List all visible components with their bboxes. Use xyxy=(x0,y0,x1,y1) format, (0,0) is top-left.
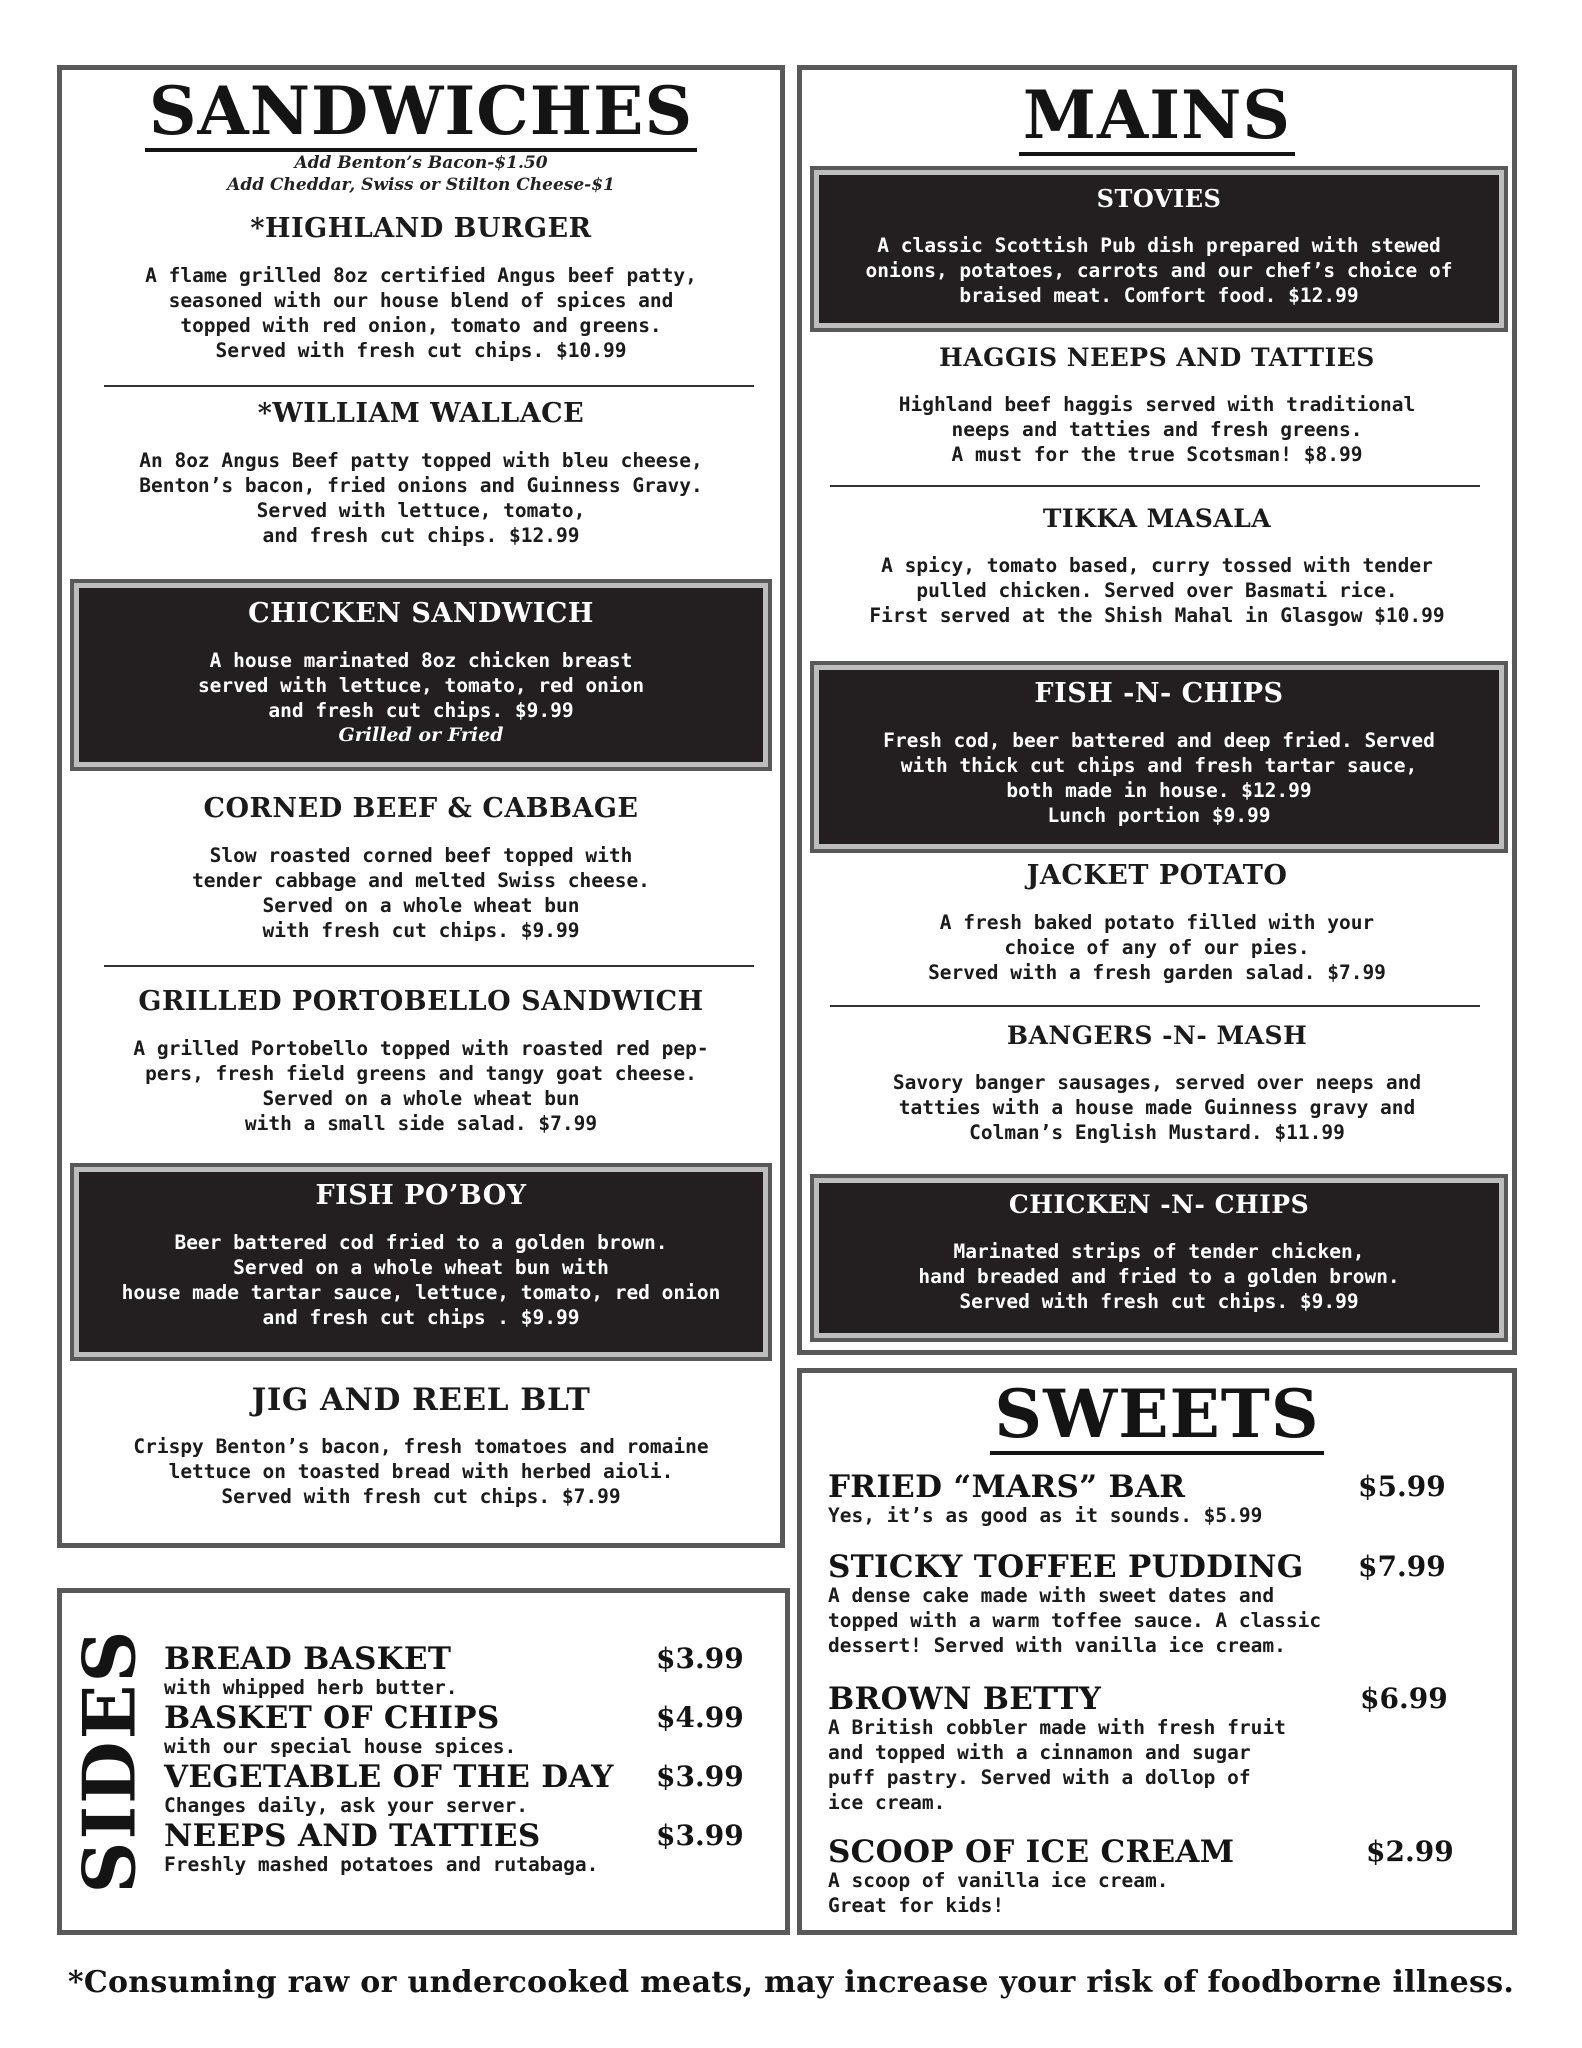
featured-item-box xyxy=(74,583,768,767)
menu-item xyxy=(79,598,763,748)
item-description: An 8oz Angus Beef patty topped with bleu cheese, Benton’s bacon, fried onions and Guinness Gravy. Served with lettuce, tomato, and fresh cut chips. $12.99 xyxy=(139,449,703,547)
menu-item xyxy=(79,1180,763,1330)
side-item xyxy=(164,1643,754,1700)
item-description: A grilled Portobello topped with roasted red pep- pers, fresh field greens and tangy goat cheese. Served on a whole wheat bun with a small side salad. $7.99 xyxy=(133,1037,709,1135)
divider xyxy=(830,485,1480,487)
item-name: TIKKA MASALA xyxy=(1042,504,1272,533)
item-description: A flame grilled 8oz certified Angus beef patty, seasoned with our house blend of spices and topped with red onion, tomato and greens. Served with fresh cut chips. $10.99 xyxy=(145,264,697,362)
item-price: $3.99 xyxy=(656,1642,744,1675)
sides-title: SIDES xyxy=(66,1628,152,1894)
item-price: $6.99 xyxy=(1360,1682,1448,1715)
sandwiches-note-bacon: Add Benton’s Bacon-$1.50 xyxy=(294,153,548,173)
item-description: A house marinated 8oz chicken breast served with lettuce, tomato, red onion and fresh cut chips. $9.99 Grilled or Fried xyxy=(79,648,763,748)
item-description: Freshly mashed potatoes and rutabaga. xyxy=(164,1853,599,1876)
item-name: BANGERS -N- MASH xyxy=(1006,1021,1308,1050)
item-description: Savory banger sausages, served over neeps and tatties with a house made Guinness gravy and Colman’s English Mustard. $11.99 xyxy=(892,1071,1422,1144)
menu-item xyxy=(62,213,780,363)
item-price: $4.99 xyxy=(656,1701,744,1734)
menu-item xyxy=(819,1189,1499,1314)
side-item xyxy=(164,1761,754,1818)
sandwiches-panel xyxy=(57,65,785,1548)
item-name: FRIED “MARS” BAR xyxy=(828,1469,1186,1505)
item-description: with whipped herb butter. xyxy=(164,1676,458,1699)
sweet-item xyxy=(828,1471,1478,1528)
sandwiches-title: SANDWICHES xyxy=(62,78,780,152)
item-description: A scoop of vanilla ice cream. Great for kids! xyxy=(828,1869,1169,1917)
menu-item xyxy=(819,678,1499,828)
item-description: Beer battered cod fried to a golden brown. Served on a whole wheat bun with house made tartar sauce, lettuce, tomato, red onion and fresh cut chips . $9.99 xyxy=(121,1231,721,1329)
menu-item xyxy=(62,1384,780,1509)
mains-panel xyxy=(797,65,1517,1355)
side-item xyxy=(164,1702,754,1759)
item-description: with our special house spices. xyxy=(164,1735,517,1758)
mains-title: MAINS xyxy=(802,82,1512,156)
menu-item xyxy=(62,986,780,1136)
item-name: STICKY TOFFEE PUDDING xyxy=(828,1549,1304,1585)
sweet-item xyxy=(828,1683,1478,1815)
item-price: $2.99 xyxy=(1366,1835,1454,1868)
item-description: A British cobbler made with fresh fruit and topped with a cinnamon and sugar puff pastry. Served with a dollop of ice cream. xyxy=(828,1716,1286,1814)
featured-item-box xyxy=(74,1167,768,1357)
item-name: BROWN BETTY xyxy=(828,1681,1102,1717)
item-name: SCOOP OF ICE CREAM xyxy=(828,1834,1235,1870)
sweet-item xyxy=(828,1836,1478,1918)
item-name: CHICKEN -N- CHIPS xyxy=(1008,1190,1310,1219)
item-name: FISH PO’BOY xyxy=(315,1180,527,1211)
item-price: $3.99 xyxy=(656,1760,744,1793)
item-name: *HIGHLAND BURGER xyxy=(250,213,592,244)
menu-item xyxy=(62,793,780,943)
item-description: A classic Scottish Pub dish prepared with stewed onions, potatoes, carrots and our chef’s choice of braised meat. Comfort food. $12.99 xyxy=(865,234,1453,307)
featured-item-box xyxy=(814,170,1504,328)
sweets-panel xyxy=(797,1368,1517,1935)
allergy-footnote: *Consuming raw or undercooked meats, may increase your risk of foodborne illness. xyxy=(67,1965,1515,2000)
item-option: Grilled or Fried xyxy=(338,724,504,746)
divider xyxy=(104,385,754,387)
item-name: CORNED BEEF & CABBAGE xyxy=(203,793,639,824)
item-description: Crispy Benton’s bacon, fresh tomatoes and romaine lettuce on toasted bread with herbed aioli. Served with fresh cut chips. $7.99 xyxy=(133,1435,709,1508)
featured-item-box xyxy=(814,1178,1504,1338)
menu-item xyxy=(802,503,1512,628)
item-price: $5.99 xyxy=(1358,1470,1446,1503)
item-description: Yes, it’s as good as it sounds. $5.99 xyxy=(828,1504,1263,1527)
menu-item xyxy=(819,183,1499,308)
item-name: GRILLED PORTOBELLO SANDWICH xyxy=(138,986,704,1017)
menu-item xyxy=(62,398,780,548)
item-description: Slow roasted corned beef topped with tender cabbage and melted Swiss cheese. Served on a whole wheat bun with fresh cut chips. $9.99 xyxy=(192,844,650,942)
menu-item xyxy=(802,860,1512,985)
item-description: Marinated strips of tender chicken, hand breaded and fried to a golden brown. Served with fresh cut chips. $9.99 xyxy=(918,1240,1400,1313)
sweets-title: SWEETS xyxy=(802,1381,1512,1455)
item-description: Highland beef haggis served with traditional neeps and tatties and fresh greens. A must for the true Scotsman! $8.99 xyxy=(898,393,1416,466)
item-name: JACKET POTATO xyxy=(1026,860,1288,891)
divider xyxy=(830,1005,1480,1007)
item-name: VEGETABLE OF THE DAY xyxy=(164,1759,614,1795)
sweet-item xyxy=(828,1551,1478,1658)
item-name: JIG AND REEL BLT xyxy=(251,1382,591,1418)
sides-panel xyxy=(57,1588,790,1935)
item-description: A spicy, tomato based, curry tossed with tender pulled chicken. Served over Basmati rice. First served at the Shish Mahal in Glasgow $10.99 xyxy=(869,554,1445,627)
item-name: NEEPS AND TATTIES xyxy=(164,1818,541,1854)
item-name: HAGGIS NEEPS AND TATTIES xyxy=(939,343,1375,372)
item-description: Changes daily, ask your server. xyxy=(164,1794,528,1817)
menu-item xyxy=(802,342,1512,467)
item-description: A fresh baked potato filled with your choice of any of our pies. Served with a fresh garden salad. $7.99 xyxy=(928,911,1386,984)
item-name: FISH -N- CHIPS xyxy=(1034,678,1284,709)
item-description: A dense cake made with sweet dates and topped with a warm toffee sauce. A classic dessert! Served with vanilla ice cream. xyxy=(828,1584,1322,1657)
item-description: Fresh cod, beer battered and deep fried. Served with thick cut chips and fresh tartar sauce, both made in house. $12.99 Lunch portion $9.99 xyxy=(883,729,1435,827)
item-name: STOVIES xyxy=(1096,184,1222,213)
item-name: *WILLIAM WALLACE xyxy=(257,398,585,429)
item-name: BREAD BASKET xyxy=(164,1641,452,1677)
sandwiches-note-cheese: Add Cheddar, Swiss or Stilton Cheese-$1 xyxy=(227,175,615,195)
featured-item-box xyxy=(814,665,1504,849)
side-item xyxy=(164,1820,754,1877)
item-price: $7.99 xyxy=(1358,1550,1446,1583)
divider xyxy=(104,965,754,967)
item-price: $3.99 xyxy=(656,1819,744,1852)
menu-item xyxy=(802,1020,1512,1145)
item-name: CHICKEN SANDWICH xyxy=(248,598,594,629)
item-name: BASKET OF CHIPS xyxy=(164,1700,500,1736)
